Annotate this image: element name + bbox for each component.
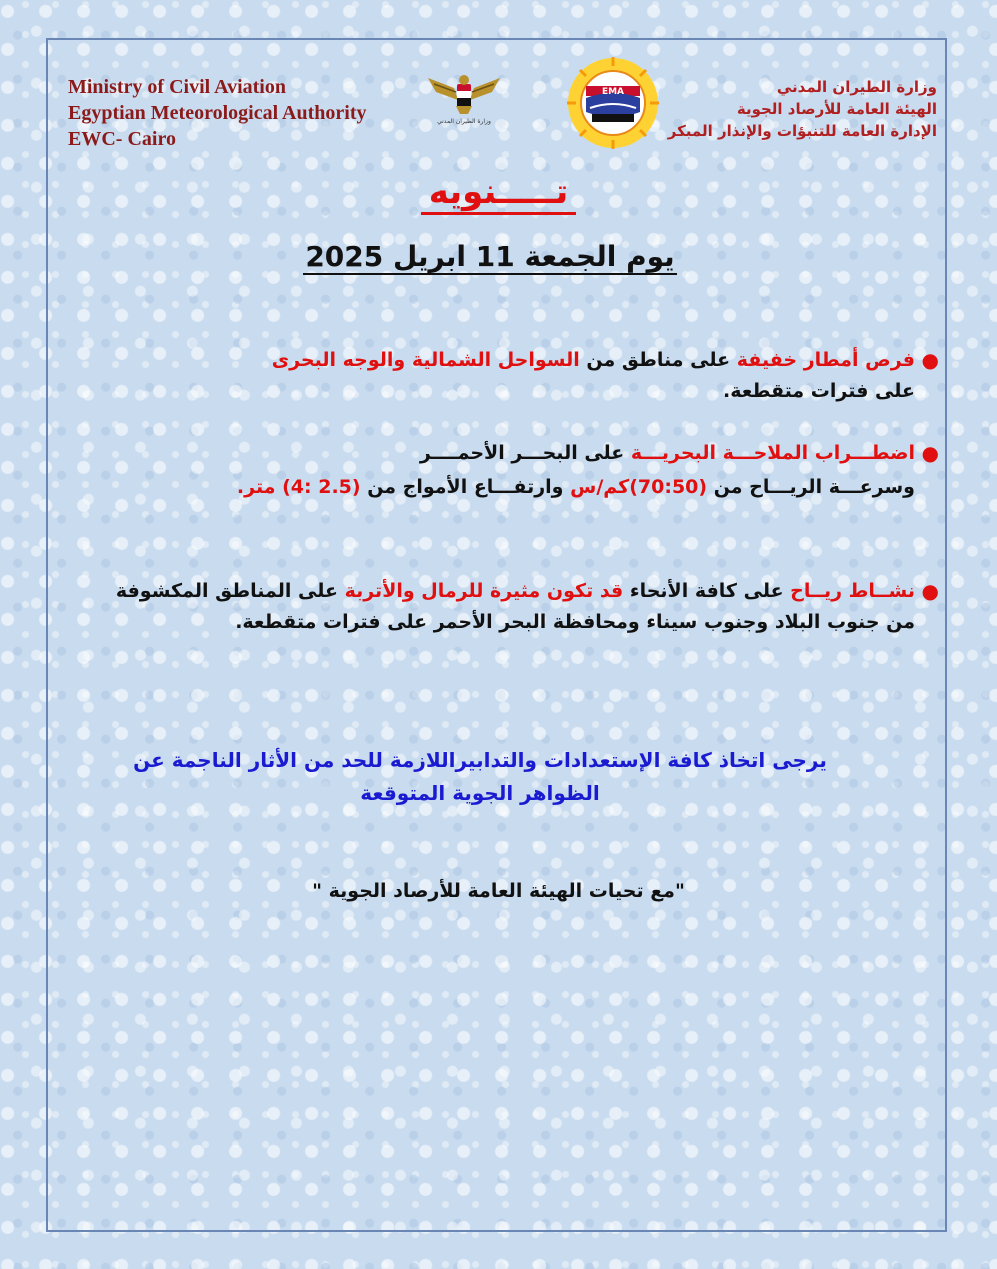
sea-highlight: اضطـــراب الملاحـــة البحريـــة <box>630 442 915 464</box>
notice-title <box>0 172 997 212</box>
ema-logo-text: EMA <box>601 87 625 97</box>
english-header-line-2: Egyptian Meteorological Authority <box>68 102 367 124</box>
wind-speed-value: (70:50)كم/س <box>570 476 708 498</box>
rain-highlight: فرص أمطار خفيفة <box>736 349 915 371</box>
ministry-logo-caption: وزارة الطيران المدني <box>437 118 491 125</box>
precaution-line-2: الظواهر الجوية المتوقعة <box>360 781 600 805</box>
bullet-dot: ● <box>921 348 939 372</box>
bullet-sea-line-2 <box>75 472 915 503</box>
bullet-wind <box>75 576 939 638</box>
precaution-line-1: يرجى اتخاذ كافة الإستعدادات والتدابيراللازمة للحد من الأثار الناجمة عن <box>133 748 827 772</box>
bullet-dot: ● <box>921 441 939 465</box>
wave-height-value: (2.5 :4) متر. <box>236 476 361 498</box>
bullet-wind-line-1 <box>75 576 915 607</box>
bullet-rain-line-2: على فترات متقطعة. <box>723 380 915 402</box>
english-header-line-1: Ministry of Civil Aviation <box>68 76 286 98</box>
wind-areas: على المناطق المكشوفة <box>115 580 345 602</box>
wind-speed-label: وسرعـــة الريـــاح من <box>707 476 915 498</box>
greeting: "مع تحيات الهيئة العامة للأرصاد الجوية " <box>312 880 685 902</box>
bullet-dot: ● <box>921 579 939 603</box>
bullet-rain-line-1 <box>75 345 915 376</box>
wave-height-label: وارتفـــاع الأمواج من <box>360 476 571 498</box>
notice-date-text: يوم الجمعة 11 ابريل 2025 <box>305 240 675 273</box>
rain-text: على مناطق من <box>579 349 737 371</box>
arabic-header <box>637 76 937 142</box>
arabic-header-line-3: الإدارة العامة للتنبؤات والإنذار المبكر <box>667 122 937 140</box>
arabic-header-line-2: الهيئة العامة للأرصاد الجوية <box>736 100 937 118</box>
wind-text: على كافة الأنحاء <box>623 580 791 602</box>
sea-region: على البحـــر الأحمــــر <box>419 442 631 464</box>
wind-highlight: نشــاط ريــاح <box>790 580 915 602</box>
english-header-line-3: EWC- Cairo <box>68 128 176 150</box>
rain-regions: السواحل الشمالية والوجه البحرى <box>271 349 580 371</box>
english-header <box>68 74 428 152</box>
dust-highlight: قد تكون مثيرة للرمال والأتربة <box>344 580 624 602</box>
bullet-sea <box>75 438 939 503</box>
arabic-header-line-1: وزارة الطيران المدني <box>776 78 937 96</box>
notice-title-text: تـــــنويه <box>421 172 576 215</box>
bullet-sea-line-1 <box>75 438 915 469</box>
bullet-rain <box>75 345 939 407</box>
ministry-eagle-logo <box>424 70 504 128</box>
notice-date <box>0 240 980 273</box>
bullet-wind-line-2: من جنوب البلاد وجنوب سيناء ومحافظة البحر الأحمر على فترات متقطعة. <box>235 611 915 633</box>
precaution-warning <box>100 744 860 810</box>
